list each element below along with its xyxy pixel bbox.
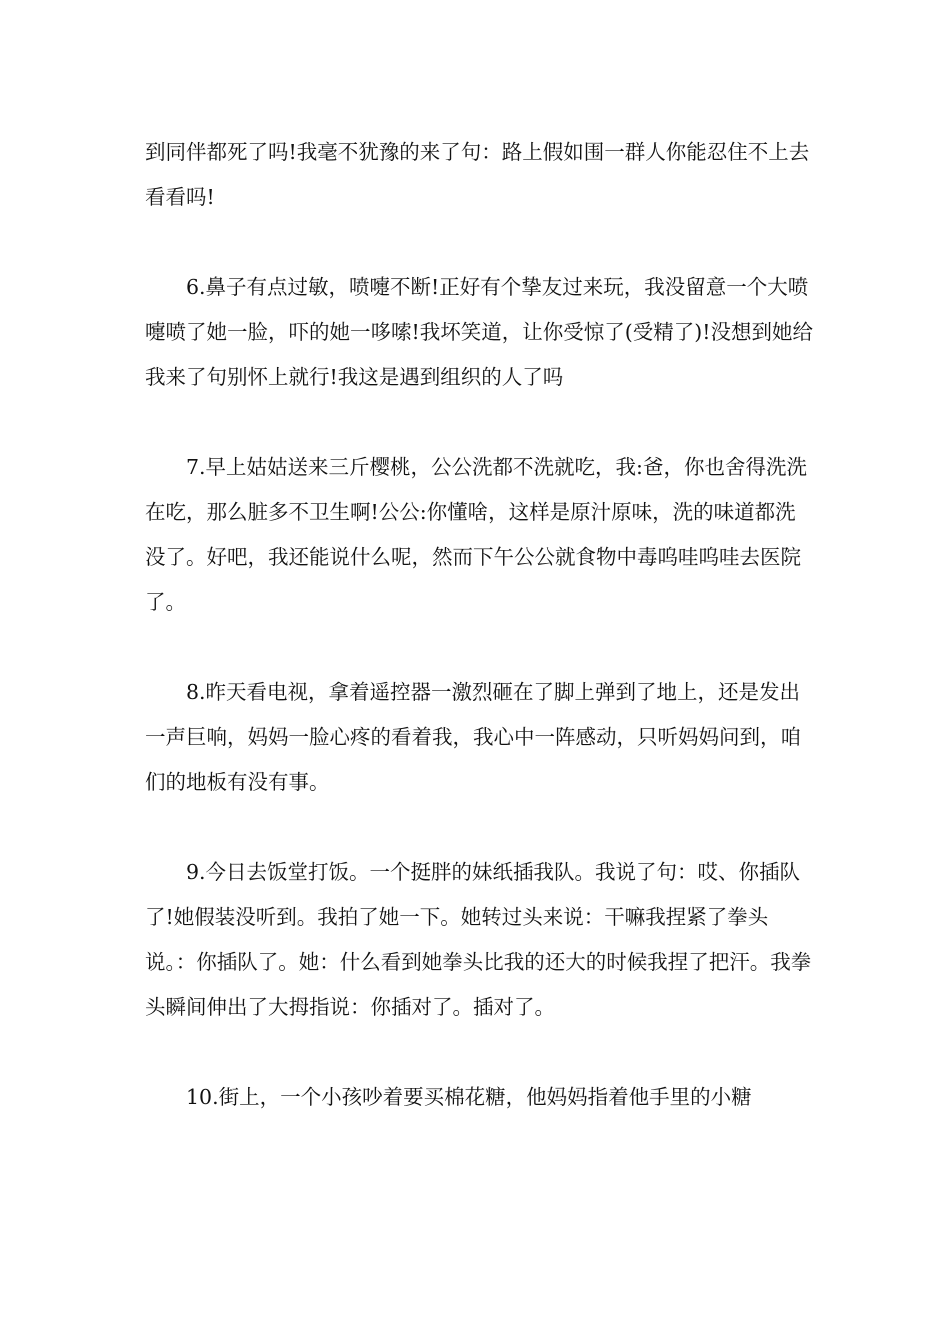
paragraph-item-7: 7.早上姑姑送来三斤樱桃，公公洗都不洗就吃，我:爸，你也舍得洗洗在吃，那么脏多不卫生啊!公公:你懂啥，这样是原汁原味，洗的味道都洗没了。好吧，我还能说什么呢，然而下午公公就食物中毒呜哇呜哇去医院了。 bbox=[145, 455, 807, 614]
paragraph-item-8: 8.昨天看电视，拿着遥控器一激烈砸在了脚上弹到了地上，还是发出一声巨响，妈妈一脸心疼的看着我，我心中一阵感动，只听妈妈问到，咱们的地板有没有事。 bbox=[145, 680, 801, 794]
paragraph-item-10: 10.街上，一个小孩吵着要买棉花糖，他妈妈指着他手里的小糖 bbox=[186, 1085, 752, 1109]
document-body bbox=[145, 130, 815, 1165]
paragraph-item-9: 9.今日去饭堂打饭。一个挺胖的妹纸插我队。我说了句：哎、你插队了!她假装没听到。我拍了她一下。她转过头来说：干嘛我捏紧了拳头说。：你插队了。她：什么看到她拳头比我的还大的时候我捏了把汗。我拳头瞬间伸出了大拇指说：你插对了。插对了。 bbox=[145, 860, 812, 1019]
paragraph-continued: 到同伴都死了吗!我毫不犹豫的来了句：路上假如围一群人你能忍住不上去看看吗! bbox=[145, 140, 810, 209]
paragraph-item-6: 6.鼻子有点过敏，喷嚏不断!正好有个挚友过来玩，我没留意一个大喷嚏喷了她一脸，吓的她一哆嗦!我坏笑道，让你受惊了(受精了)!没想到她给我来了句别怀上就行!我这是遇到组织的人了吗 bbox=[145, 275, 813, 389]
